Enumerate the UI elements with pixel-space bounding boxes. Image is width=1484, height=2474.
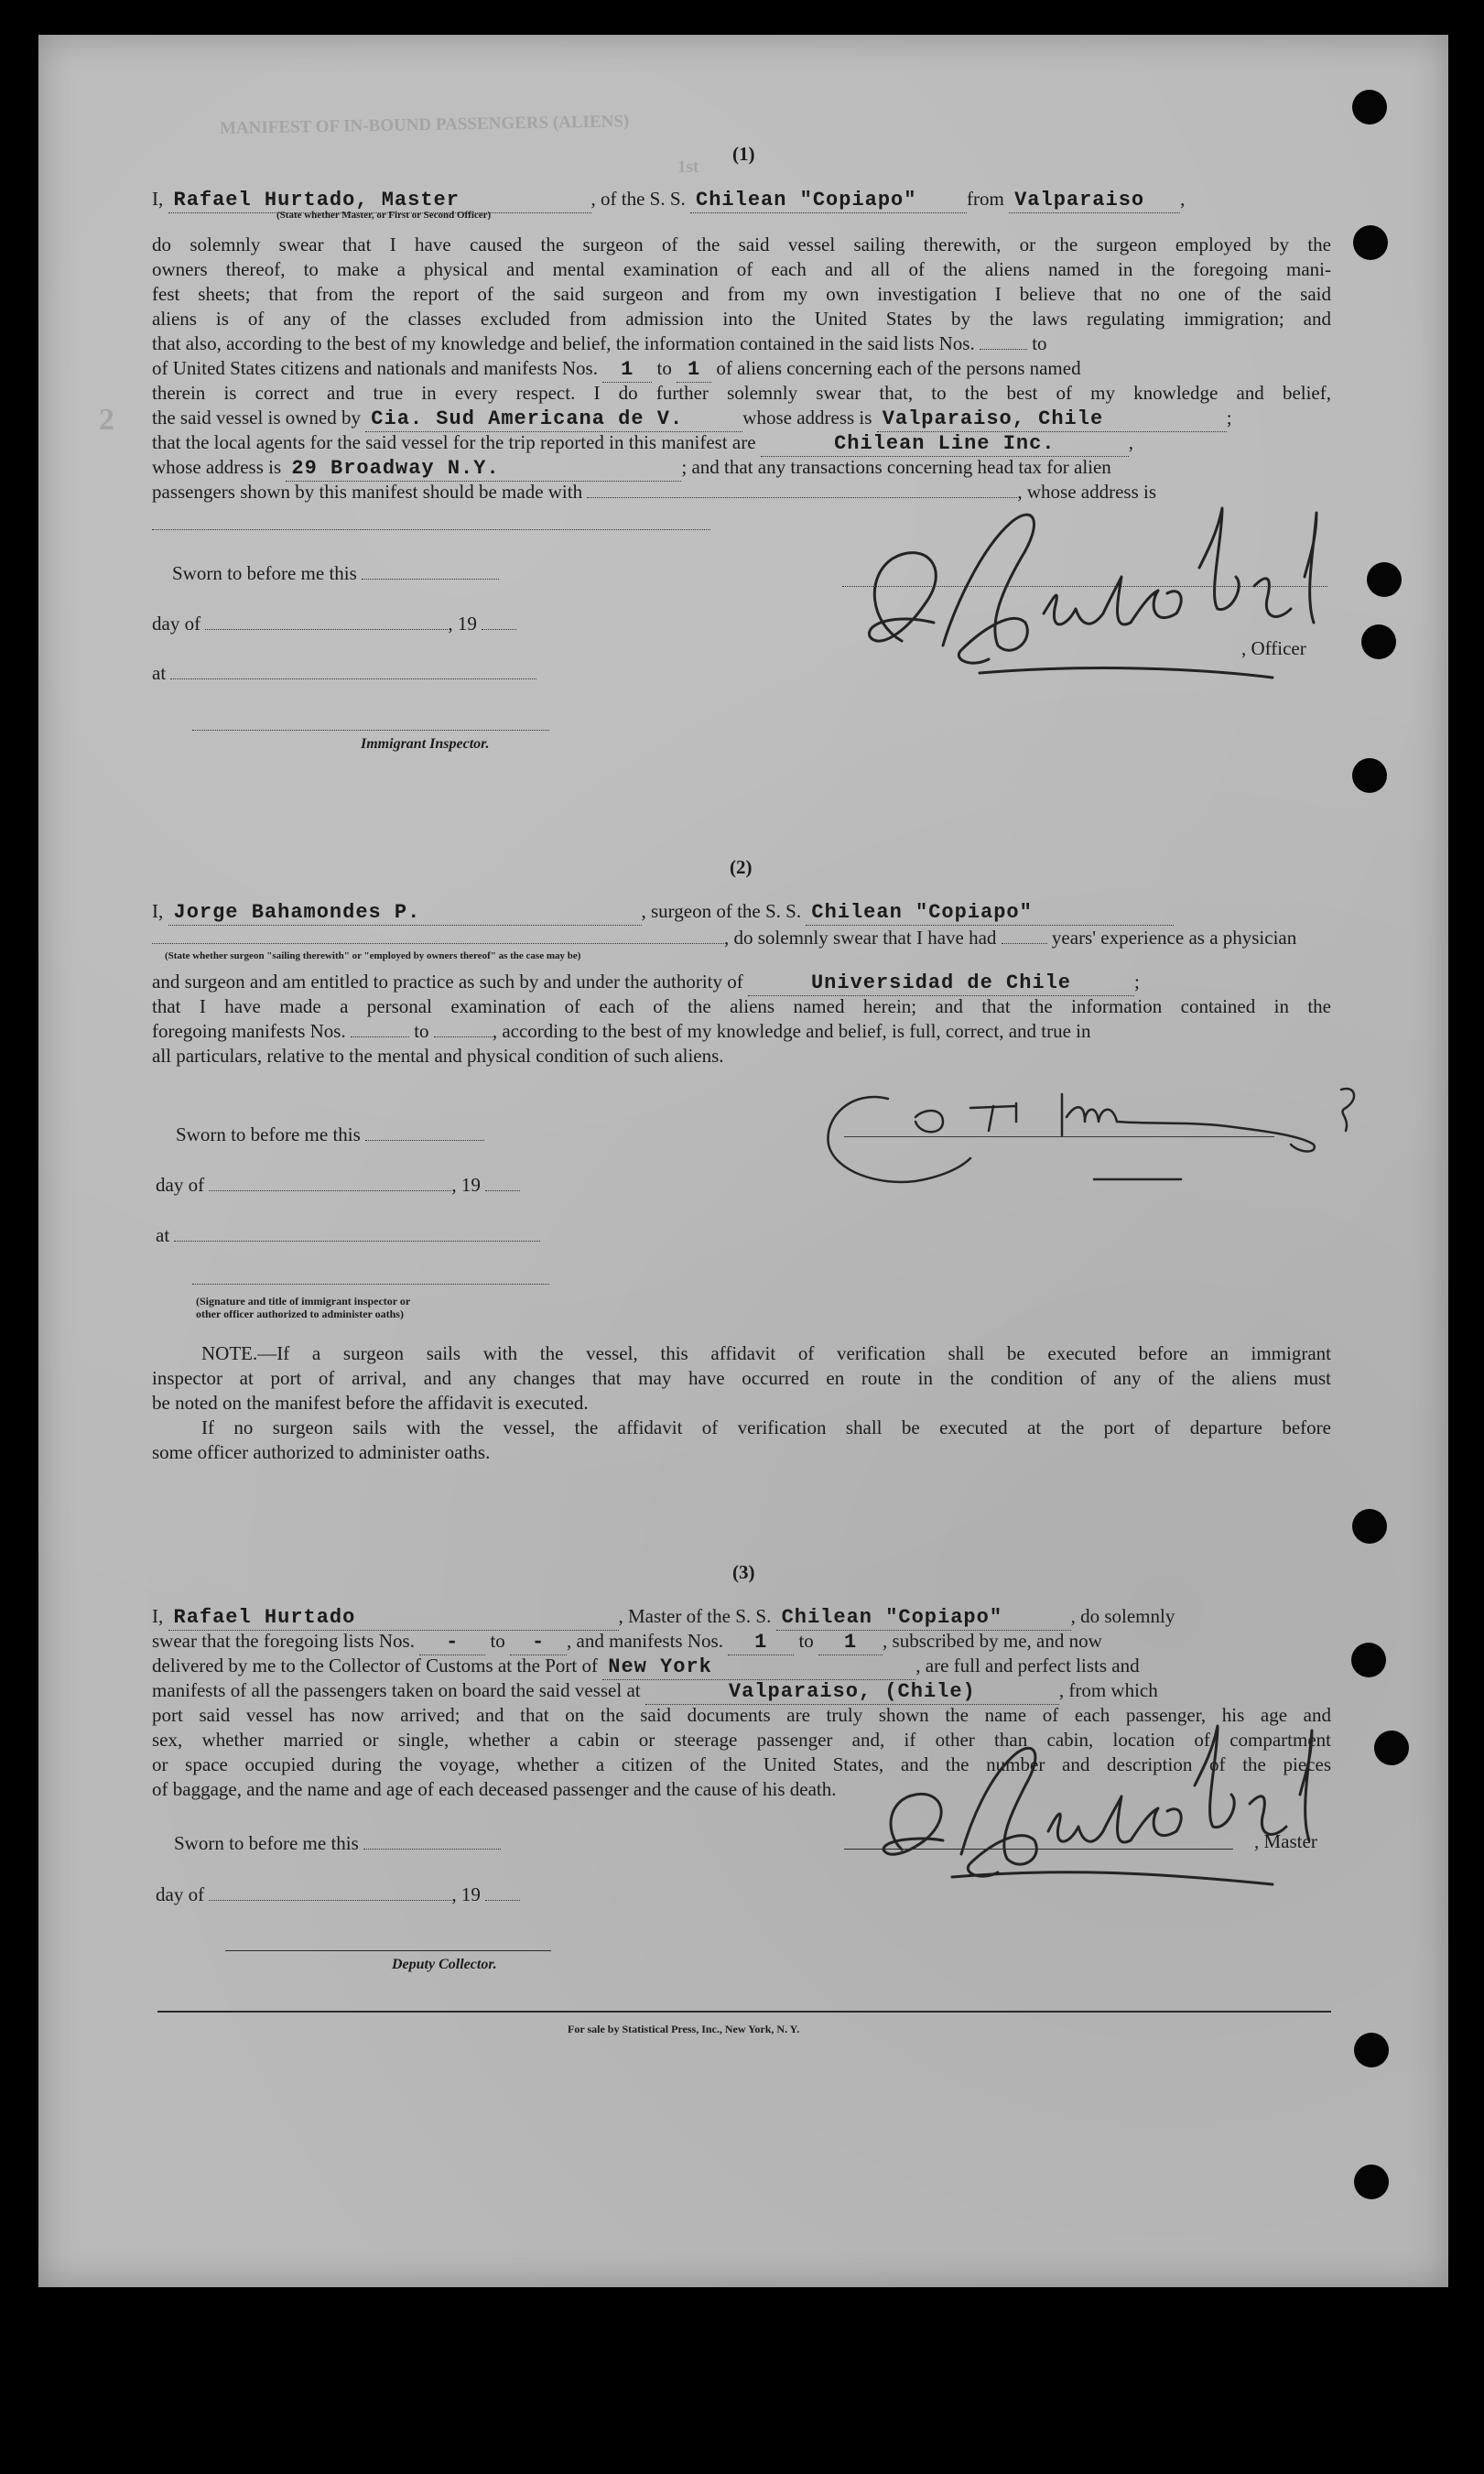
s3-boarded-text: manifests of all the passengers taken on board the said vessel at [152, 1679, 641, 1701]
s2-sworn-text: Sworn to before me this [176, 1123, 361, 1145]
s3-master-signature-line[interactable] [844, 1849, 1233, 1850]
s1-sworn-day-field[interactable] [362, 562, 499, 580]
s3-i: I, [152, 1605, 164, 1627]
s3-line-0 [152, 1604, 1175, 1631]
s2-manifests-text: foregoing manifests Nos. [152, 1020, 346, 1042]
s2-years-text: years' experience as a physician [1051, 927, 1297, 949]
note-text: If no surgeon sails with the vessel, the affidavit of verification shall be executed at the port of departure before [201, 1416, 1331, 1438]
s1-paragraph-line [152, 455, 1111, 482]
s2-surgeon-signature-line[interactable] [844, 1136, 1274, 1137]
master-signature [851, 1721, 1327, 1886]
s2-swear-text: , do solemnly swear that I have had [724, 927, 997, 949]
s3-master-label: , Master [1254, 1830, 1317, 1852]
s1-at-text: at [152, 662, 167, 684]
s2-surgeon-of: , surgeon of the S. S. [641, 900, 802, 922]
s3-paragraph-line: or space occupied during the voyage, whether a citizen of the United States, and the number and description of the pieces [152, 1753, 1331, 1775]
s1-place-field[interactable] [170, 662, 536, 679]
s1-paragraph-line: do solemnly swear that I have caused the surgeon of the said vessel sailing therewith, or the surgeon employed by the [152, 233, 1331, 255]
s2-line-1 [152, 926, 1296, 950]
s1-manifest-to: 1 [677, 357, 711, 383]
s1-comma: , [1180, 188, 1186, 210]
s1-manifests-text: of United States citizens and nationals and manifests Nos. [152, 357, 598, 379]
punch-hole [1352, 1509, 1387, 1544]
s3-boarding-port: Valparaiso, (Chile) [645, 1679, 1059, 1705]
section-number: (2) [730, 856, 753, 878]
note-text: —If a surgeon sails with the vessel, this affidavit of verification shall be executed before an immigrant [257, 1342, 1331, 1364]
s1-departure-port: Valparaiso [1009, 188, 1180, 213]
s3-sworn-day-field[interactable] [363, 1832, 501, 1850]
surgeon-signature [806, 1080, 1373, 1199]
s2-paragraph-line [152, 1019, 1091, 1044]
s1-year-prefix: , 19 [448, 613, 477, 635]
s2-paragraph-line: all particulars, relative to the mental and physical condition of such aliens. [152, 1045, 724, 1067]
s2-i: I, [152, 900, 164, 922]
s3-manifests-text: , and manifests Nos. [567, 1630, 723, 1652]
s2-surgeon-name: Jorge Bahamondes P. [168, 900, 642, 926]
s2-authority-text: and surgeon and am entitled to practice as such by and under the authority of [152, 971, 743, 993]
section-number: (1) [732, 143, 755, 165]
s3-delivered-text: delivered by me to the Collector of Customs at the Port of [152, 1655, 598, 1676]
s1-agents-text: that the local agents for the said vessel for the trip reported in this manifest are [152, 431, 756, 453]
s1-to: to [656, 357, 672, 379]
s1-agent-address: 29 Broadway N.Y. [286, 456, 681, 482]
s3-line-3 [152, 1678, 1158, 1705]
s3-manifest-from: 1 [728, 1630, 794, 1655]
s1-at [152, 661, 536, 686]
punch-hole [1351, 1643, 1386, 1677]
s1-paragraph-line [152, 406, 1232, 432]
s3-year-field[interactable] [485, 1883, 520, 1901]
s3-day-of-text: day of [156, 1883, 205, 1905]
s3-to: to [798, 1630, 814, 1652]
s1-officer-note: (State whether Master, or First or Second Officer) [276, 210, 492, 221]
s1-whose-address-is: whose address is [152, 456, 282, 478]
s2-month-field[interactable] [209, 1174, 451, 1191]
s1-comma: , [1128, 431, 1134, 453]
s3-list-to: - [510, 1630, 567, 1655]
note-line: some officer authorized to administer oaths. [152, 1441, 491, 1463]
s3-subscribed-text: , subscribed by me, and now [883, 1630, 1102, 1652]
s3-list-from: - [419, 1630, 485, 1655]
punch-hole [1374, 1731, 1409, 1765]
s1-paragraph-line [152, 331, 1047, 356]
s2-day-of [156, 1173, 520, 1198]
s2-to: to [414, 1020, 429, 1042]
s2-year-field[interactable] [485, 1174, 520, 1191]
punch-hole [1352, 758, 1387, 793]
s1-inspector-label: Immigrant Inspector. [361, 736, 490, 752]
s3-sworn-text: Sworn to before me this [174, 1832, 359, 1854]
s1-vessel-name: Chilean "Copiapo" [690, 188, 967, 213]
s2-at [156, 1223, 540, 1248]
s1-paragraph-line: fest sheets; that from the report of the said surgeon and from my own investigation I believe that no one of the said [152, 283, 1331, 305]
s3-line-2 [152, 1654, 1140, 1680]
s1-day-of [152, 612, 516, 636]
section-number: (3) [732, 1561, 755, 1583]
s2-place-field[interactable] [174, 1224, 540, 1242]
s3-vessel-name: Chilean "Copiapo" [776, 1605, 1071, 1631]
s1-owned-text: the said vessel is owned by [152, 407, 362, 429]
s1-address-field[interactable] [152, 529, 710, 530]
s3-solemnly: , do solemnly [1070, 1605, 1175, 1627]
s3-day-of [156, 1883, 520, 1907]
s1-paragraph-line [152, 430, 1133, 457]
faint-header-text: 2 [99, 403, 114, 437]
s1-semicolon: ; [1226, 407, 1232, 429]
s2-manifest-to-field[interactable] [434, 1020, 493, 1037]
s3-from-which: , from which [1058, 1679, 1158, 1701]
s3-perfect-lists-text: , are full and perfect lists and [915, 1655, 1140, 1676]
s2-sworn [176, 1123, 484, 1147]
s3-lists-text: swear that the foregoing lists Nos. [152, 1630, 415, 1652]
s2-day-of-text: day of [156, 1174, 205, 1196]
s1-officer-label: , Officer [1241, 637, 1306, 659]
punch-hole [1361, 624, 1396, 659]
note-line: inspector at port of arrival, and any changes that may have occurred en route in the condition of any of the aliens must [152, 1367, 1331, 1389]
s3-paragraph-line: of baggage, and the name and age of each deceased passenger and the cause of his death. [152, 1778, 837, 1800]
s1-month-field[interactable] [205, 613, 448, 630]
punch-hole [1353, 225, 1388, 260]
s3-month-field[interactable] [209, 1883, 451, 1901]
s1-year-field[interactable] [482, 613, 516, 630]
s1-whose-address: whose address is [742, 407, 872, 429]
s1-lists-from-field[interactable] [980, 332, 1027, 350]
s3-master-name: Rafael Hurtado [168, 1605, 619, 1631]
s2-line-2 [152, 970, 1140, 996]
s2-sig-note: other officer authorized to administer oaths) [196, 1308, 404, 1320]
punch-hole [1354, 2033, 1389, 2067]
s2-authority: Universidad de Chile [748, 971, 1134, 996]
s1-of-ss: , of the S. S. [590, 188, 686, 210]
s1-head-tax-text: ; and that any transactions concerning head tax for alien [681, 456, 1111, 478]
punch-hole [1352, 90, 1387, 125]
s1-i: I, [152, 188, 164, 210]
s1-vessel-owner: Cia. Sud Americana de V. [365, 407, 742, 432]
s2-surgeon-note: (State whether surgeon "sailing therewith" or "employed by owners thereof" as the case may be) [165, 950, 581, 961]
note-line: be noted on the manifest before the affidavit is executed. [152, 1392, 589, 1414]
footer-printer: For sale by Statistical Press, Inc., New York, N. Y. [568, 2023, 800, 2035]
s1-passengers-text: passengers shown by this manifest should be made with [152, 481, 583, 503]
s1-paragraph-line: therein is correct and true in every respect. I do further solemnly swear that, to the best of my knowledge and belief, [152, 382, 1331, 404]
note-line [152, 1341, 1331, 1366]
s2-line-0 [152, 899, 1174, 926]
s2-inspector-signature-line[interactable] [192, 1284, 549, 1285]
s3-collector-signature-line[interactable] [225, 1950, 551, 1951]
s3-paragraph-line: port said vessel has now arrived; and that on the said documents are truly shown the name of each passenger, his age and [152, 1704, 1331, 1726]
footer-rule [157, 2011, 1331, 2013]
s3-to: to [490, 1630, 505, 1652]
s1-paragraph-line: owners thereof, to make a physical and mental examination of each and all of the aliens named in the foregoing mani- [152, 258, 1331, 280]
s1-whose-address: , whose address is [1017, 481, 1157, 503]
punch-hole [1367, 562, 1402, 597]
s2-vessel-name: Chilean "Copiapo" [806, 900, 1174, 926]
s1-officer-signature-line[interactable] [842, 586, 1327, 587]
s2-sworn-day-field[interactable] [365, 1123, 484, 1141]
s3-arrival-port: New York [602, 1655, 915, 1680]
s1-owner-address: Valparaiso, Chile [877, 407, 1227, 432]
s2-knowledge-text: , according to the best of my knowledge and belief, is full, correct, and true in [492, 1020, 1091, 1042]
s1-inspector-signature-line[interactable] [192, 730, 549, 731]
s2-year-prefix: , 19 [451, 1174, 481, 1196]
punch-hole [1354, 2165, 1389, 2199]
faint-header-text: MANIFEST OF IN-BOUND PASSENGERS (ALIENS) [219, 112, 630, 138]
s3-year-prefix: , 19 [451, 1883, 481, 1905]
s1-from: from [967, 188, 1004, 210]
s1-to: to [1032, 332, 1047, 354]
s1-sworn [172, 561, 499, 586]
s2-years-field[interactable] [1002, 927, 1047, 944]
s1-aliens-text: of aliens concerning each of the persons named [716, 357, 1081, 379]
note-label: NOTE. [201, 1342, 258, 1364]
s3-manifest-to: 1 [818, 1630, 883, 1655]
s2-paragraph-line: that I have made a personal examination of each of the aliens named herein; and that the information contained in the [152, 995, 1331, 1017]
s1-lists-text: that also, according to the best of my knowledge and belief, the information contained in the said lists Nos. [152, 332, 975, 354]
s2-at-text: at [156, 1224, 170, 1246]
s3-master-of: , Master of the S. S. [618, 1605, 772, 1627]
s2-manifest-from-field[interactable] [351, 1020, 409, 1037]
s1-paragraph-line: aliens is of any of the classes excluded from admission into the United States by the laws regulating immigration; and [152, 308, 1331, 330]
s3-collector-label: Deputy Collector. [392, 1957, 497, 1972]
s1-paragraph-line [152, 356, 1081, 383]
s3-line-1 [152, 1629, 1102, 1655]
s2-status-field[interactable] [152, 927, 724, 944]
s3-sworn [174, 1831, 501, 1856]
s1-sworn-text: Sworn to before me this [172, 562, 357, 584]
s2-semicolon: ; [1134, 971, 1140, 993]
s1-day-of-text: day of [152, 613, 201, 635]
note-line [152, 1416, 1331, 1440]
s2-sig-note: (Signature and title of immigrant inspector or [196, 1295, 411, 1308]
faint-header-text: 1st [677, 157, 699, 177]
s3-paragraph-line: sex, whether married or single, whether a cabin or steerage passenger and, if other than cabin, location of compartment [152, 1729, 1331, 1751]
s1-local-agents: Chilean Line Inc. [761, 431, 1129, 457]
s1-manifest-from: 1 [602, 357, 652, 383]
s1-master-name: Rafael Hurtado, Master [168, 188, 591, 213]
